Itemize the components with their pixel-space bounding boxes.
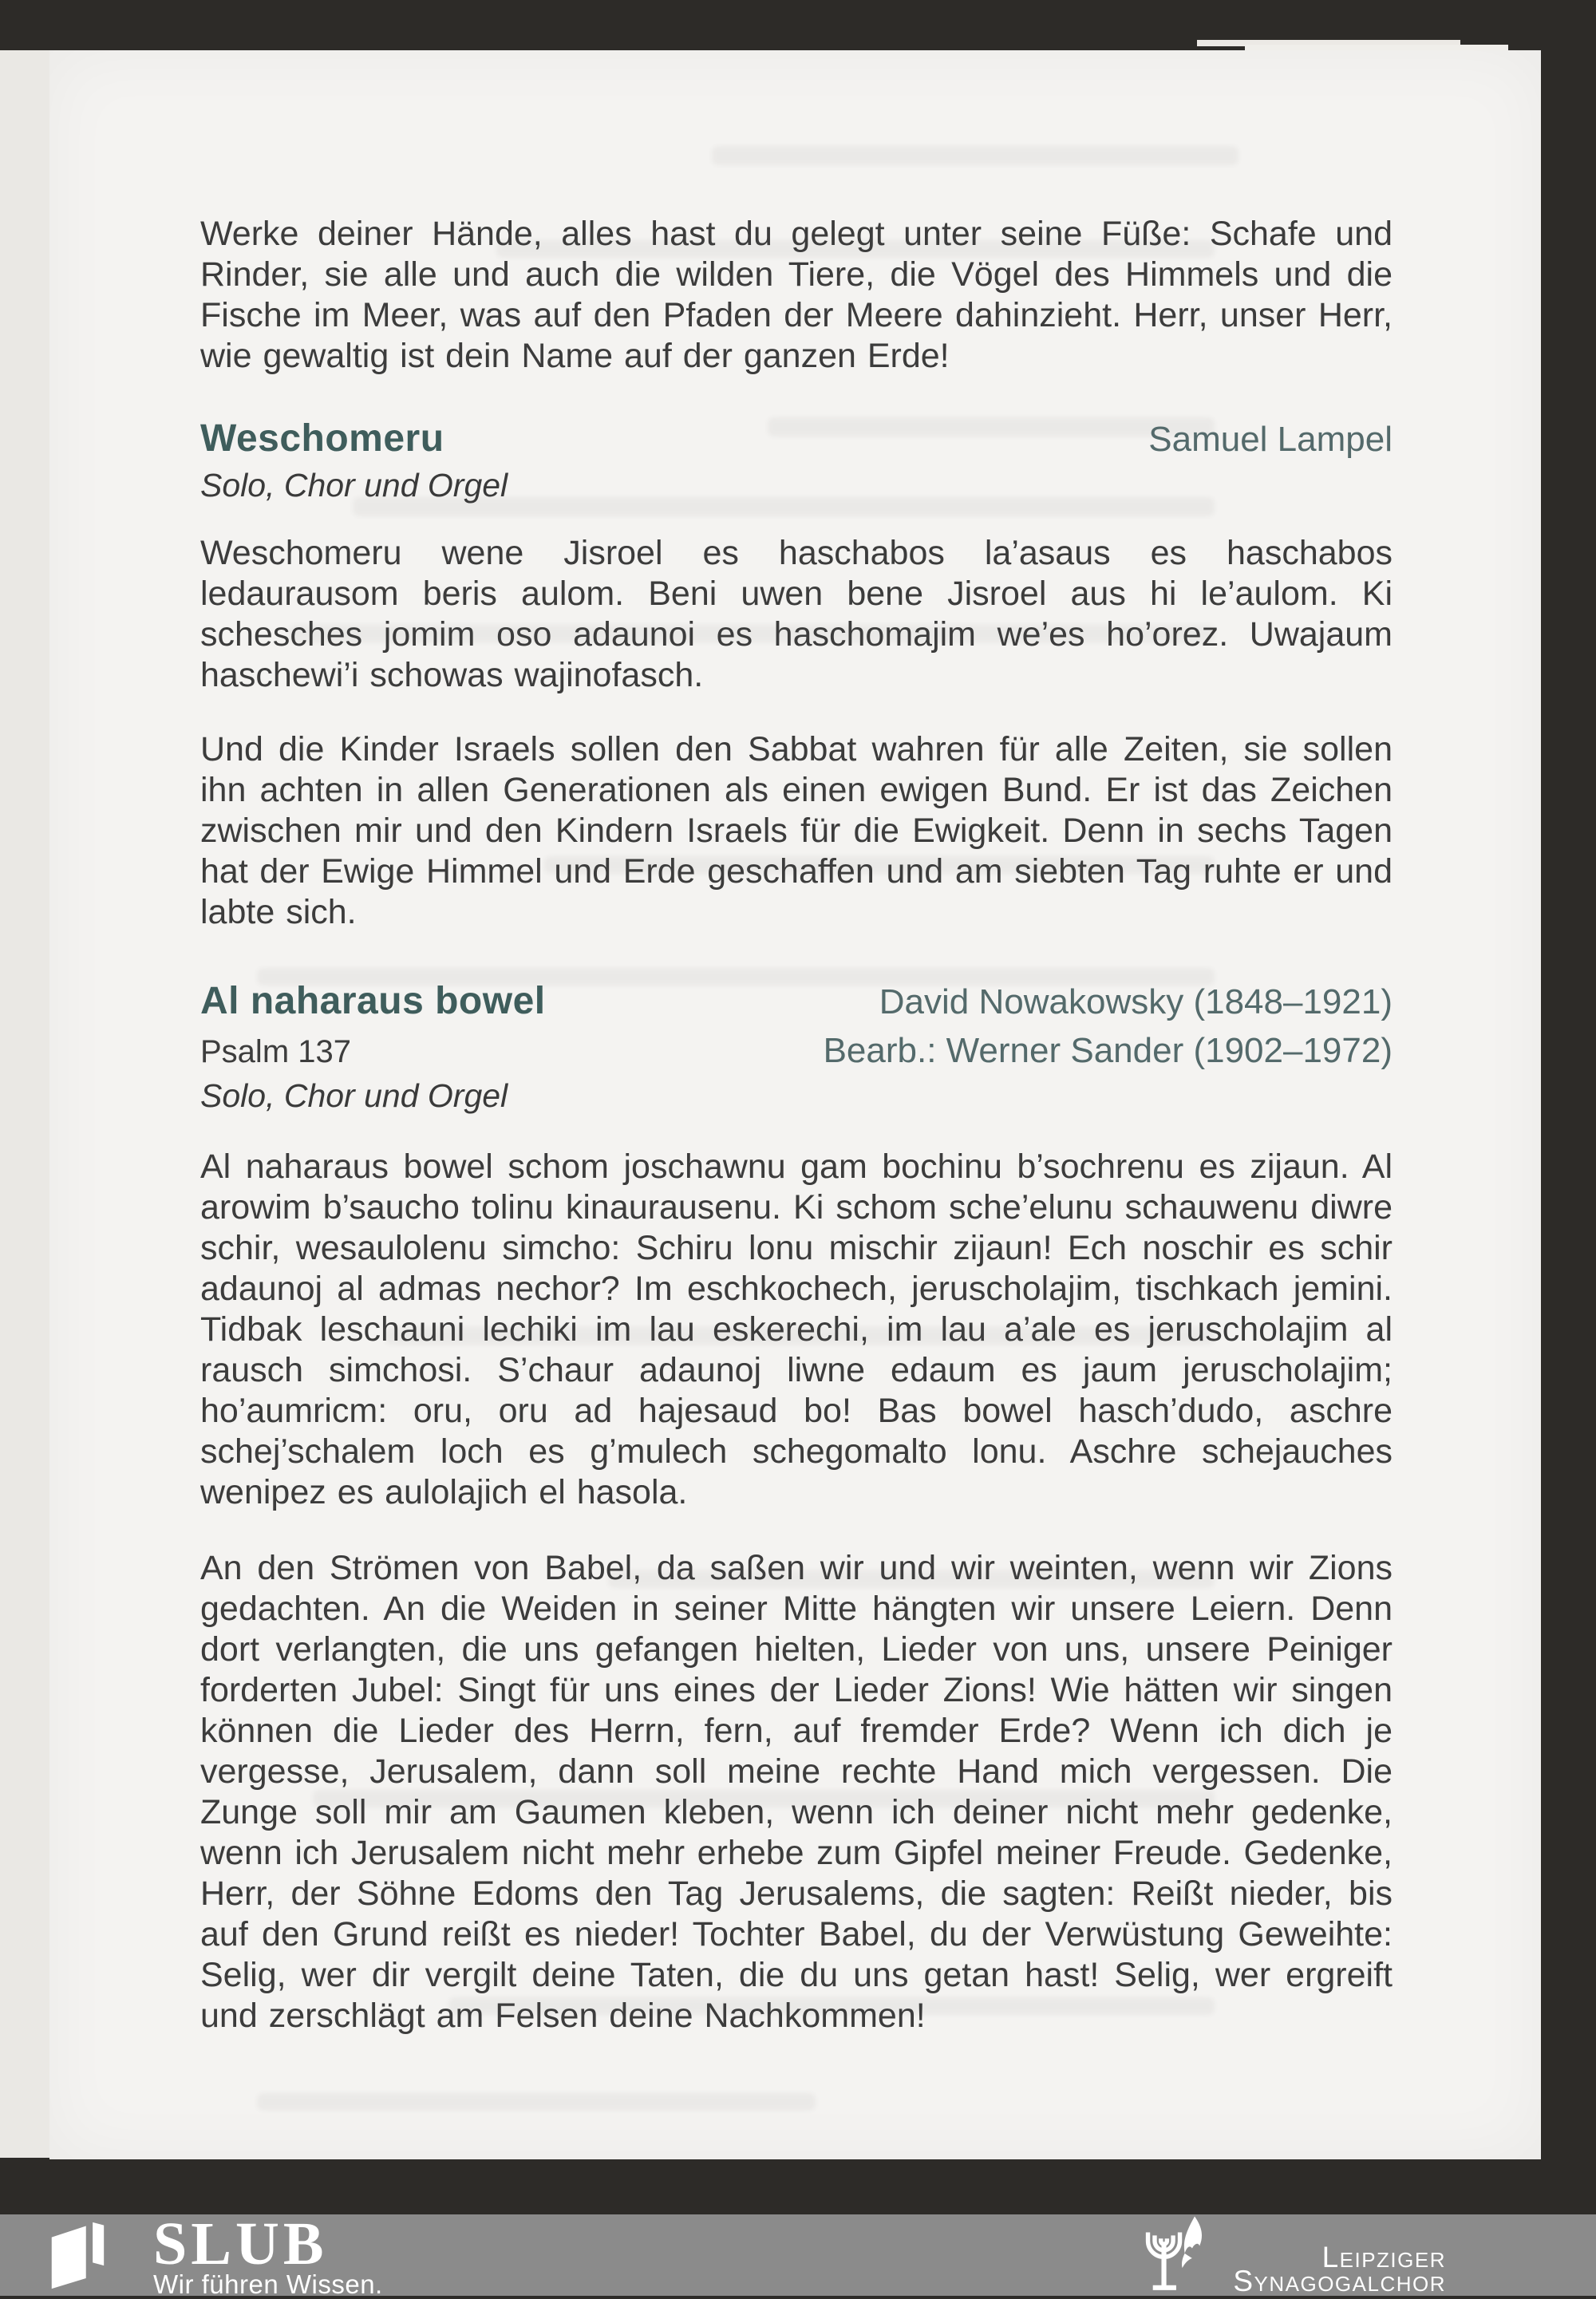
translation-paragraph: An den Strömen von Babel, da saßen wir und wir weinten, wenn wir Zions gedachten. An die Weiden in seiner Mitte hängten wir unsere Leiern. Denn dort verlangten, die uns gefangen hielten, Lieder von uns, unsere Peiniger forderten Jubel: Singt für uns eines der Lieder Zions! Wie hätten wir singen können die Lieder des Herrn, fern, auf fremder Erde? Wenn ich dich je vergesse, Jerusalem, dann soll meine rechte Hand mich vergessen. Die Zunge soll mir am Gaumen kleben, wenn ich deiner nicht mehr gedenke, wenn ich Jerusalem nicht mehr erhebe zum Gipfel meiner Freude. Gedenke, Herr, der Söhne Edoms den Tag Jerusalems, die sagten: Reißt nieder, bis auf den Grund reißt es nieder! Tochter Babel, du der Verwüstung Geweihte: Selig, wer dir vergilt deine Taten, die du uns getan hast! Selig, wer ergreift und zerschlägt am Felsen deine Nachkommen!	[200, 1549, 1393, 2035]
song-header-al-naharaus-bowel	[200, 979, 1393, 1115]
song-header-weschomeru	[200, 417, 1393, 504]
choir-name-line2: Synagogalchor	[1233, 2265, 1446, 2297]
adjacent-page-edge	[0, 50, 51, 2158]
transliteration-paragraph: Weschomeru wene Jisroel es haschabos la’asaus es haschabos ledaurausom beris aulom. Beni uwen bene Jisroel aus hi le’aulom. Ki schesches jomim oso adaunoi es haschomajim we’es ho’orez. Uwajaum haschewi’i schowas wajinofasch.	[200, 534, 1393, 694]
choir-name	[1233, 2241, 1446, 2297]
composer-name: David Nowakowsky (1848–1921)	[879, 982, 1393, 1021]
arranger-name: Bearb.: Werner Sander (1902–1972)	[823, 1031, 1393, 1070]
song-title: Al naharaus bowel	[200, 980, 546, 1022]
translation-paragraph: Und die Kinder Israels sollen den Sabbat wahren für alle Zeiten, sie sollen ihn achten in allen Generationen als einen ewigen Bund. Er ist das Zeichen zwischen mir und den Kindern Israels für die Ewigkeit. Denn in sechs Tagen hat der Ewige Himmel und Erde geschaffen und am siebten Tag ruhte er und labte sich.	[200, 730, 1393, 931]
song-title: Weschomeru	[200, 417, 444, 460]
psalm-reference: Psalm 137	[200, 1034, 351, 1069]
transliteration-paragraph: Al naharaus bowel schom joschawnu gam bochinu b’sochrenu es zijaun. Al arowim b’saucho tolinu kinaurausenu. Ki schom sche’elunu schauwenu diwre schir, wesaulolenu simcho: Schiru lonu mischir zijaun! Ech noschir es schir adaunoj al admas nechor? Im eschkochech, jeruscholajim, tischkach jemini. Tidbak leschauni lechiki im lau eskerechi, im lau a’ale es jeruscholajim al rausch simchosi. S’chaur adaunoj liwne edaum es jaum jeruscholajim; ho’aumricm: oru, oru ad hajesaud bo! Bas bowel hasch’dudo, aschre schej’schalem loch es g’mulech schegomalto lonu. Aschre schejauches wenipez es aulolajich el hasola.	[200, 1148, 1393, 1511]
intro-paragraph: Werke deiner Hände, alles hast du gelegt unter seine Füße: Schafe und Rinder, sie alle und auch die wilden Tiere, die Vögel des Himmels und die Fische im Meer, was auf den Pfaden der Meere dahinzieht. Herr, unser Herr, wie gewaltig ist dein Name auf der ganzen Erde!	[200, 215, 1393, 375]
menorah-icon	[1132, 2215, 1225, 2295]
scoring-note: Solo, Chor und Orgel	[200, 1077, 508, 1114]
bleedthrough-smudge	[712, 146, 1238, 165]
slub-tagline: Wir führen Wissen.	[153, 2269, 383, 2299]
choir-name-line1: Leipziger	[1321, 2241, 1446, 2273]
scoring-note: Solo, Chor und Orgel	[200, 467, 508, 504]
footer-watermark-bar	[0, 2210, 1596, 2299]
program-page	[49, 50, 1541, 2159]
choir-logo-group	[1132, 2215, 1446, 2295]
slub-logo-group	[41, 2210, 383, 2299]
bleedthrough-smudge	[257, 2093, 816, 2111]
page-content	[200, 214, 1393, 2036]
slub-wordmark: SLUB	[153, 2210, 328, 2277]
open-book-icon	[41, 2221, 124, 2289]
composer-name: Samuel Lampel	[1148, 420, 1393, 459]
